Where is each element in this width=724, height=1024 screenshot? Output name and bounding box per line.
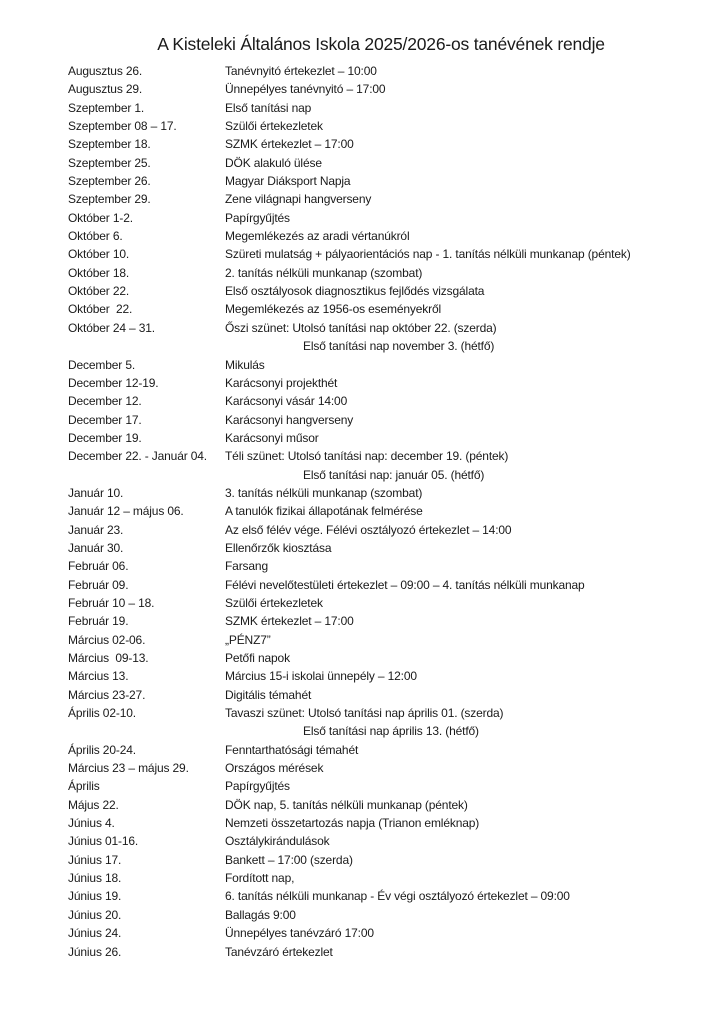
- event-description: Félévi nevelőtestületi értekezlet – 09:00 – 4. tanítás nélküli munkanap: [225, 577, 585, 592]
- event-description: Az első félév vége. Félévi osztályozó értekezlet – 14:00: [225, 522, 512, 537]
- table-row: [68, 576, 694, 594]
- event-date: Április 20-24.: [68, 742, 136, 757]
- event-description: 3. tanítás nélküli munkanap (szombat): [225, 485, 423, 500]
- event-description: Bankett – 17:00 (szerda): [225, 852, 353, 867]
- table-row: [68, 154, 694, 172]
- table-row: [68, 209, 694, 227]
- table-row: [68, 484, 694, 502]
- event-date: Szeptember 29.: [68, 192, 151, 207]
- table-row: [68, 466, 694, 484]
- event-description: Karácsonyi hangverseny: [225, 412, 354, 427]
- event-date: Április 02-10.: [68, 706, 136, 721]
- event-date: Október 10.: [68, 247, 130, 262]
- event-description: Karácsonyi projekthét: [225, 375, 338, 390]
- table-row: [68, 869, 694, 887]
- table-row: [68, 245, 694, 263]
- event-date: December 12-19.: [68, 375, 159, 390]
- event-date: Április: [68, 779, 100, 794]
- event-description: Tanévzáró értekezlet: [225, 944, 333, 959]
- table-row: [68, 777, 694, 795]
- event-date: Február 19.: [68, 614, 129, 629]
- table-row: [68, 447, 694, 465]
- event-date: Március 23 – május 29.: [68, 761, 189, 776]
- table-row: [68, 704, 694, 722]
- table-row: [68, 190, 694, 208]
- event-description: DÖK nap, 5. tanítás nélküli munkanap (péntek): [225, 797, 468, 812]
- event-date: Június 17.: [68, 852, 122, 867]
- table-row: [68, 796, 694, 814]
- event-description: Osztálykirándulások: [225, 834, 330, 849]
- event-description: Szülői értekezletek: [225, 595, 323, 610]
- event-description: Ballagás 9:00: [225, 907, 296, 922]
- table-row: [68, 686, 694, 704]
- event-description: Őszi szünet: Utolsó tanítási nap október 22. (szerda): [225, 320, 497, 335]
- event-date: Június 01-16.: [68, 834, 139, 849]
- table-row: [68, 943, 694, 961]
- table-row: [68, 539, 694, 557]
- event-description: SZMK értekezlet – 17:00: [225, 614, 354, 629]
- event-description: Petőfi napok: [225, 651, 290, 665]
- table-row: [68, 227, 694, 245]
- event-date: Február 10 – 18.: [68, 595, 155, 610]
- table-row: [68, 502, 694, 520]
- event-date: Szeptember 1.: [68, 100, 145, 115]
- table-row: [68, 887, 694, 905]
- table-row: [68, 722, 694, 740]
- event-date: Augusztus 29.: [68, 82, 143, 97]
- table-row: [68, 924, 694, 942]
- event-date: Október 6.: [68, 229, 123, 244]
- event-date: December 19.: [68, 430, 142, 445]
- event-date: Március 13.: [68, 669, 129, 684]
- table-row: [68, 814, 694, 832]
- event-description: A tanulók fizikai állapotának felmérése: [225, 504, 423, 519]
- event-description: Megemlékezés az aradi vértanúkról: [225, 229, 410, 244]
- event-date: December 12.: [68, 394, 142, 409]
- event-date: Október 22.: [68, 302, 133, 317]
- table-row: [68, 80, 694, 98]
- table-row: [68, 851, 694, 869]
- event-description: Március 15-i iskolai ünnepély – 12:00: [225, 669, 417, 684]
- table-row: [68, 392, 694, 410]
- event-description: Tavaszi szünet: Utolsó tanítási nap április 01. (szerda): [225, 706, 504, 721]
- event-date: December 22. - Január 04.: [68, 449, 207, 464]
- event-description: Szüreti mulatság + pályaorientációs nap - 1. tanítás nélküli munkanap (péntek): [225, 247, 631, 262]
- event-date: Március 02-06.: [68, 632, 146, 647]
- event-date: Február 06.: [68, 559, 129, 574]
- event-description: Első tanítási nap: január 05. (hétfő): [303, 467, 485, 482]
- table-row: [68, 300, 694, 318]
- table-row: [68, 832, 694, 850]
- event-description: Ünnepélyes tanévzáró 17:00: [225, 926, 374, 941]
- event-date: December 17.: [68, 412, 142, 427]
- event-description: Első tanítási nap április 13. (hétfő): [303, 724, 479, 739]
- table-row: [68, 374, 694, 392]
- event-description: Ellenőrzők kiosztása: [225, 540, 332, 555]
- table-row: [68, 429, 694, 447]
- event-date: Január 30.: [68, 540, 124, 555]
- event-description: 2. tanítás nélküli munkanap (szombat): [225, 265, 423, 280]
- event-description: Karácsonyi vásár 14:00: [225, 394, 348, 409]
- event-date: Március 09-13.: [68, 651, 149, 665]
- event-description: Karácsonyi műsor: [225, 430, 319, 445]
- event-description: DÖK alakuló ülése: [225, 155, 322, 170]
- table-row: [68, 135, 694, 153]
- event-date: Június 20.: [68, 907, 122, 922]
- event-date: Június 18.: [68, 871, 122, 886]
- schedule-list: [68, 62, 694, 961]
- table-row: [68, 319, 694, 337]
- event-description: Papírgyűjtés: [225, 210, 290, 225]
- event-description: Országos mérések: [225, 761, 324, 776]
- table-row: [68, 117, 694, 135]
- event-description: Papírgyűjtés: [225, 779, 290, 794]
- event-description: Magyar Diáksport Napja: [225, 174, 351, 189]
- event-date: Január 23.: [68, 522, 124, 537]
- event-description: SZMK értekezlet – 17:00: [225, 137, 354, 152]
- event-description: Első tanítási nap: [225, 100, 312, 115]
- event-date: Augusztus 26.: [68, 64, 143, 78]
- event-date: Május 22.: [68, 797, 119, 812]
- event-date: Október 18.: [68, 265, 130, 280]
- event-date: Október 22.: [68, 284, 130, 299]
- table-row: [68, 337, 694, 355]
- event-date: Október 1-2.: [68, 210, 133, 225]
- table-row: [68, 649, 694, 667]
- event-date: Június 26.: [68, 944, 122, 959]
- event-description: Zene világnapi hangverseny: [225, 192, 372, 207]
- table-row: [68, 759, 694, 777]
- event-date: Június 4.: [68, 816, 115, 831]
- event-description: Első osztályosok diagnosztikus fejlődés vizsgálata: [225, 284, 485, 299]
- event-description: Mikulás: [225, 357, 265, 372]
- event-description: Szülői értekezletek: [225, 119, 323, 134]
- table-row: [68, 99, 694, 117]
- table-row: [68, 906, 694, 924]
- event-date: Január 12 – május 06.: [68, 504, 184, 519]
- event-date: Február 09.: [68, 577, 129, 592]
- event-date: Szeptember 25.: [68, 155, 151, 170]
- event-date: Szeptember 26.: [68, 174, 151, 189]
- table-row: [68, 594, 694, 612]
- table-row: [68, 631, 694, 649]
- event-description: Nemzeti összetartozás napja (Trianon emléknap): [225, 816, 480, 831]
- table-row: [68, 356, 694, 374]
- table-row: [68, 62, 694, 80]
- event-date: Október 24 – 31.: [68, 320, 155, 335]
- event-description: Digitális témahét: [225, 687, 312, 702]
- event-date: Január 10.: [68, 485, 124, 500]
- table-row: [68, 264, 694, 282]
- table-row: [68, 557, 694, 575]
- table-row: [68, 282, 694, 300]
- event-date: Szeptember 08 – 17.: [68, 119, 177, 134]
- event-description: Első tanítási nap november 3. (hétfő): [303, 339, 495, 354]
- event-date: Június 24.: [68, 926, 122, 941]
- event-description: Fordított nap,: [225, 871, 295, 886]
- event-description: „PÉNZ7”: [225, 632, 271, 647]
- event-description: Farsang: [225, 559, 268, 574]
- event-description: 6. tanítás nélküli munkanap - Év végi osztályozó értekezlet – 09:00: [225, 889, 570, 904]
- event-description: Tanévnyitó értekezlet – 10:00: [225, 64, 377, 78]
- table-row: [68, 411, 694, 429]
- table-row: [68, 667, 694, 685]
- event-description: Fenntarthatósági témahét: [225, 742, 359, 757]
- event-date: December 5.: [68, 357, 136, 372]
- event-description: Ünnepélyes tanévnyitó – 17:00: [225, 82, 386, 97]
- event-description: Megemlékezés az 1956-os eseményekről: [225, 302, 442, 317]
- table-row: [68, 172, 694, 190]
- table-row: [68, 612, 694, 630]
- table-row: [68, 521, 694, 539]
- event-date: Szeptember 18.: [68, 137, 151, 152]
- event-date: Március 23-27.: [68, 687, 146, 702]
- page-title: A Kisteleki Általános Iskola 2025/2026-os tanévének rendje: [157, 34, 605, 54]
- table-row: [68, 741, 694, 759]
- event-description: Téli szünet: Utolsó tanítási nap: december 19. (péntek): [225, 449, 509, 464]
- event-date: Június 19.: [68, 889, 122, 904]
